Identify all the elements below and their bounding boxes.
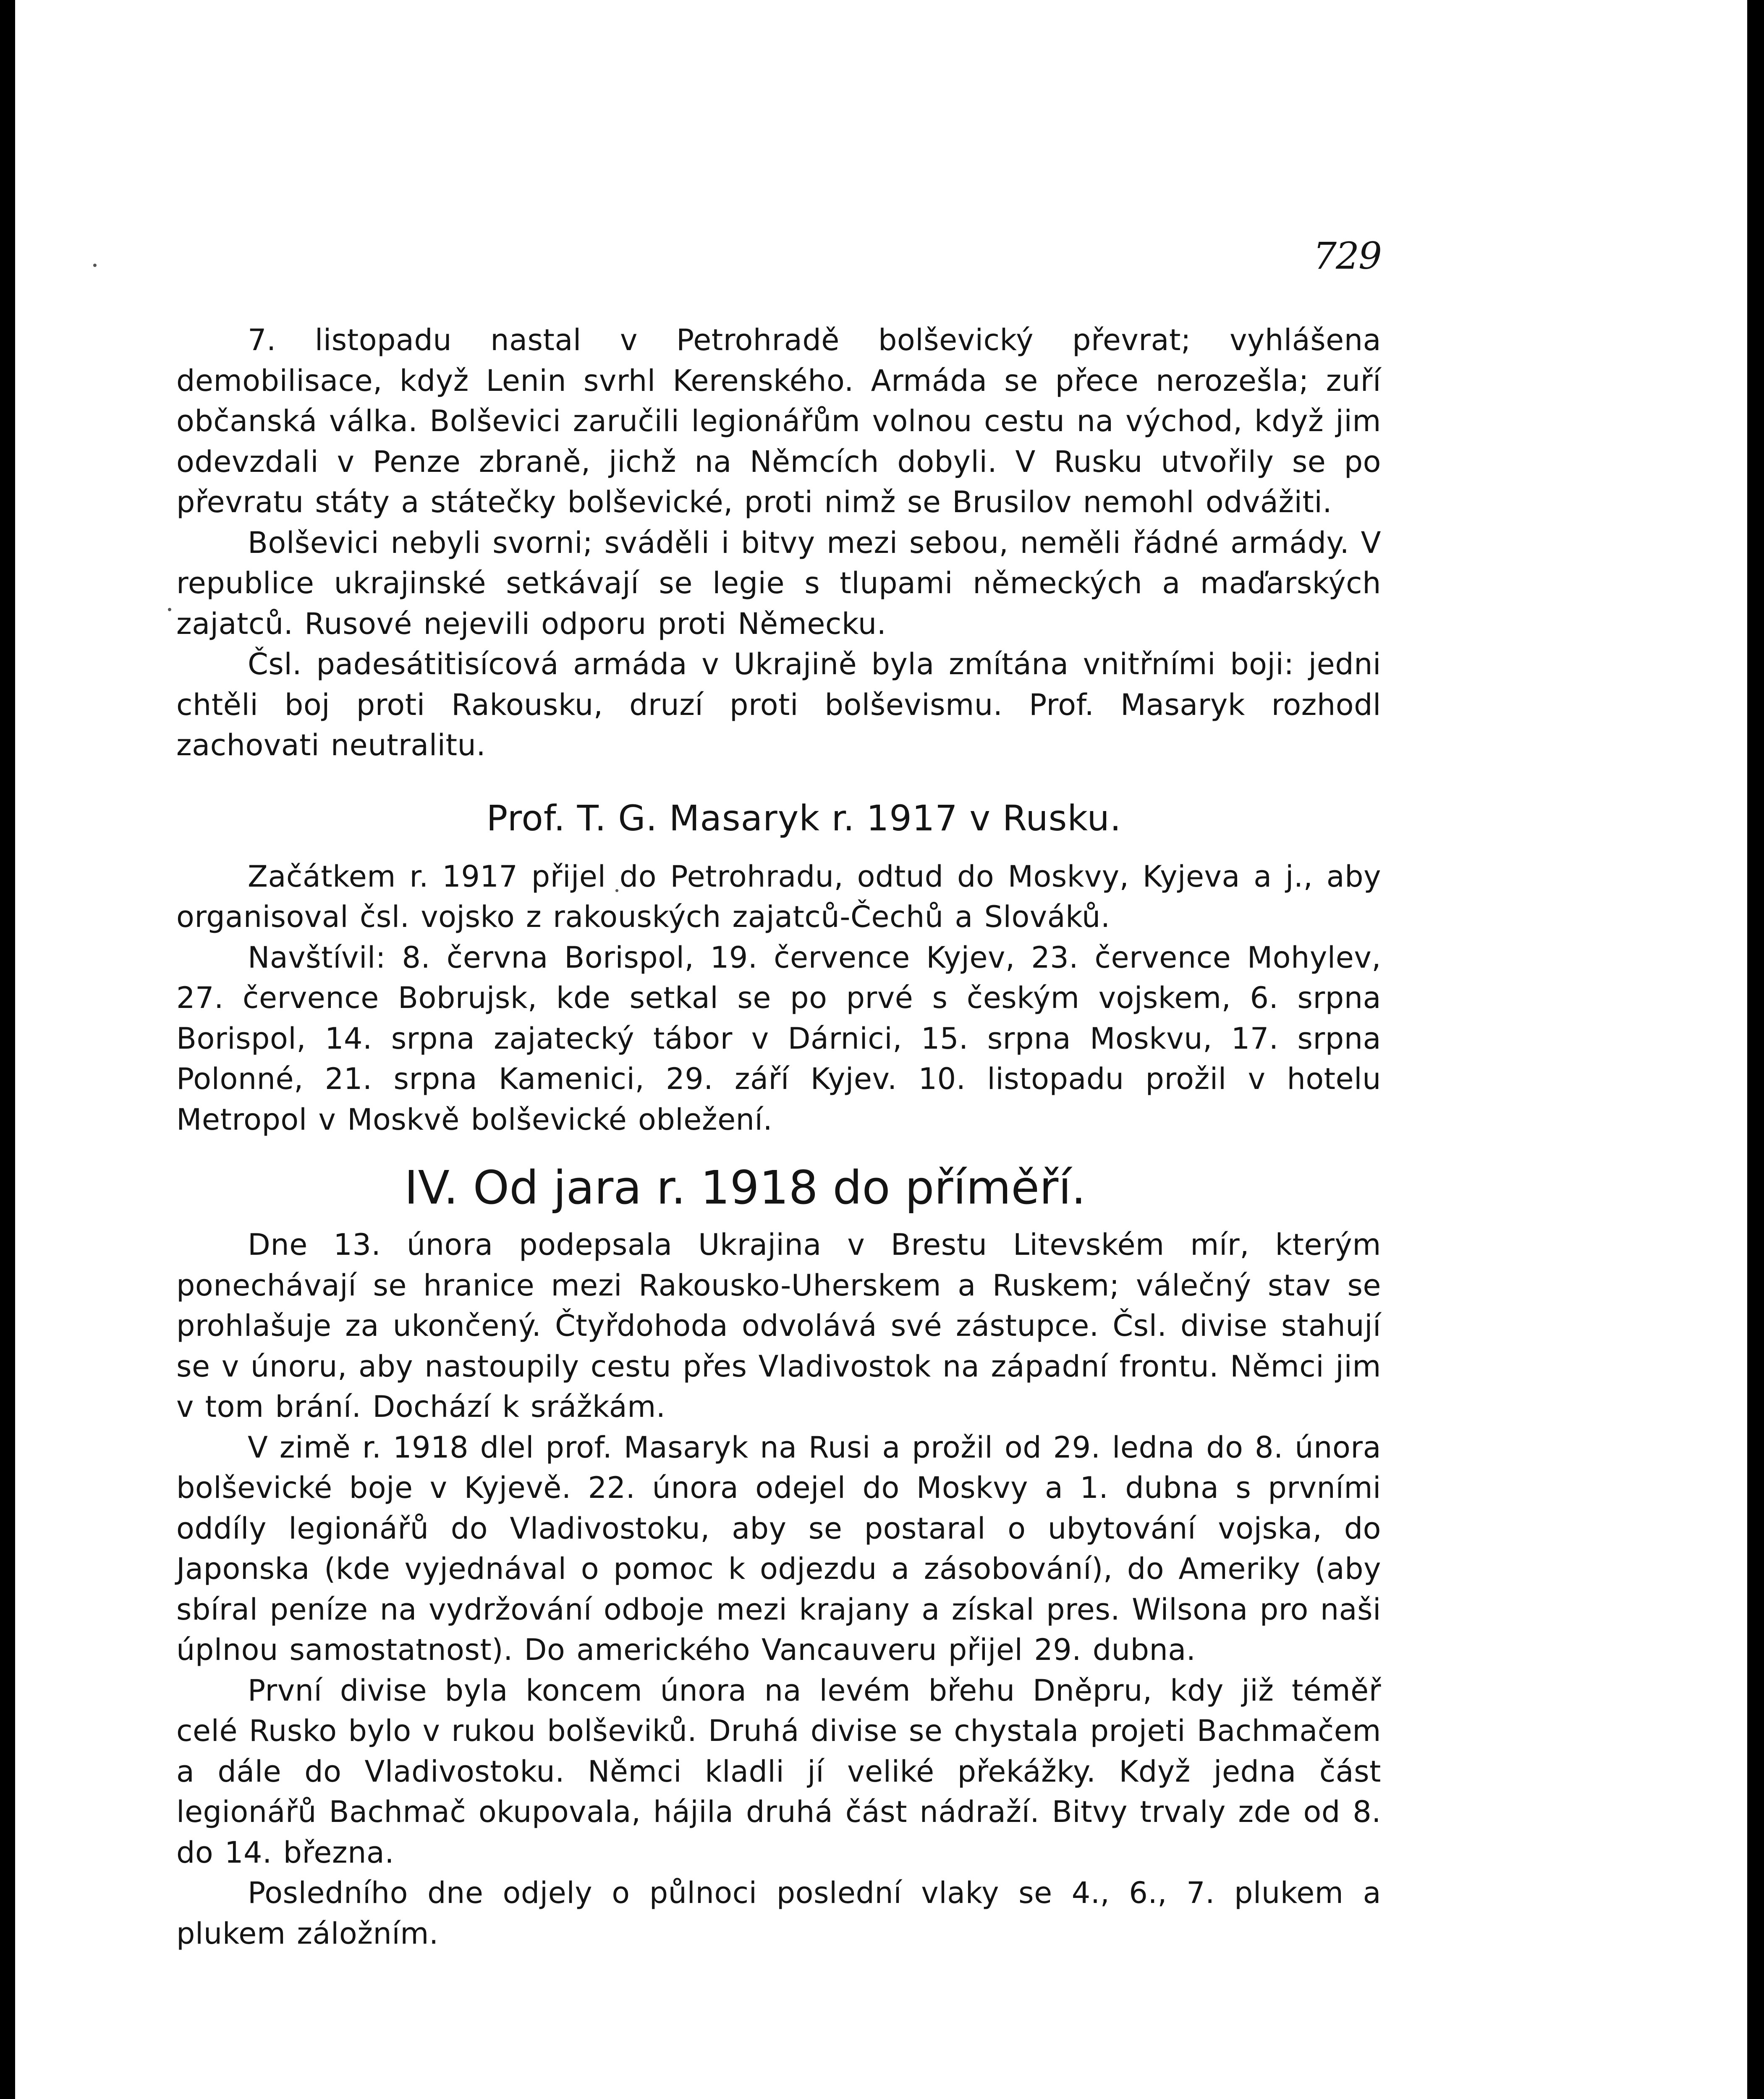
paragraph: První divise byla koncem února na levém břehu Dněpru, kdy již téměř celé Rusko bylo v rukou bolševiků. Druhá divise se chystala projeti Bachmačem a dále do Vladivostoku. Němci kladli jí veliké překážky. Když jedna část legionářů Bachmač okupovala, hájila druhá část nádraží. Bitvy trvaly zde od 8. do 14. března. [176, 1673, 1381, 1870]
scan-border-right [1747, 0, 1764, 2099]
scan-speck [93, 264, 97, 267]
paragraph: Bolševici nebyli svorni; sváděli i bitvy mezi sebou, neměli řádné armády. V republice ukrajinské setkávají se legie s tlupami německých a maďarských zajatců. Rusové nejevili odporu proti Německu. [176, 525, 1381, 641]
page-number: 729 [1313, 234, 1381, 277]
paragraph: V zimě r. 1918 dlel prof. Masaryk na Rusi a prožil od 29. ledna do 8. února bolševické boje v Kyjevě. 22. února odejel do Moskvy a 1. dubna s prvními oddíly legionářů do Vladivostoku, aby se postaral o ubytování vojska, do Japonska (kde vyjednával o pomoc k odjezdu a zásobování), do Ameriky (aby sbíral peníze na vydržování odboje mezi krajany a získal pres. Wilsona pro naši úplnou samostatnost). Do amerického Vancauveru přijel 29. dubna. [176, 1430, 1381, 1667]
paragraph: Čsl. padesátitisícová armáda v Ukrajině byla zmítána vnitřními boji: jedni chtěli boj proti Rakousku, druzí proti bolševismu. Prof. Masaryk rozhodl zachovati neutralitu. [176, 647, 1381, 762]
scan-border-left [0, 0, 15, 2099]
paragraph: 7. listopadu nastal v Petrohradě bolševický převrat; vyhlášena demobilisace, když Lenin svrhl Kerenského. Armáda se přece nerozešla; zuří občanská válka. Bolševici zaručili legionářům volnou cestu na východ, když jim odevzdali v Penze zbraně, jichž na Němcích dobyli. V Rusku utvořily se po převratu státy a státečky bolševické, proti nimž se Brusilov nemohl odvážiti. [176, 323, 1381, 519]
paragraph: Posledního dne odjely o půlnoci poslední vlaky se 4., 6., 7. plukem a plukem záložním. [176, 1876, 1381, 1951]
scan-speck [168, 608, 171, 611]
paragraph: Začátkem r. 1917 přijel do Petrohradu, odtud do Moskvy, Kyjeva a j., aby organisoval čsl. vojsko z rakouských zajatců-Čechů a Slováků. [176, 859, 1381, 934]
paragraph: Navštívil: 8. června Borispol, 19. července Kyjev, 23. července Mohylev, 27. července Bobrujsk, kde setkal se po prvé s českým vojskem, 6. srpna Borispol, 14. srpna zajatecký tábor v Dárnici, 15. srpna Moskvu, 17. srpna Polonné, 21. srpna Kamenici, 29. září Kyjev. 10. listopadu prožil v hotelu Metropol v Moskvě bolševické obležení. [176, 940, 1381, 1137]
section-heading-masaryk-1917: Prof. T. G. Masaryk r. 1917 v Rusku. [486, 797, 1122, 839]
paragraph: Dne 13. února podepsala Ukrajina v Brestu Litevském mír, kterým ponechávají se hranice mezi Rakousko-Uherskem a Ruskem; válečný stav se prohlašuje za ukončený. Čtyřdohoda odvolává své zástupce. Čsl. divise stahují se v únoru, aby nastoupily cestu přes Vladivostok na západní frontu. Němci jim v tom brání. Dochází k srážkám. [176, 1227, 1381, 1424]
chapter-heading-iv: IV. Od jara r. 1918 do příměří. [404, 1161, 1086, 1214]
page-body [176, 320, 1381, 1954]
